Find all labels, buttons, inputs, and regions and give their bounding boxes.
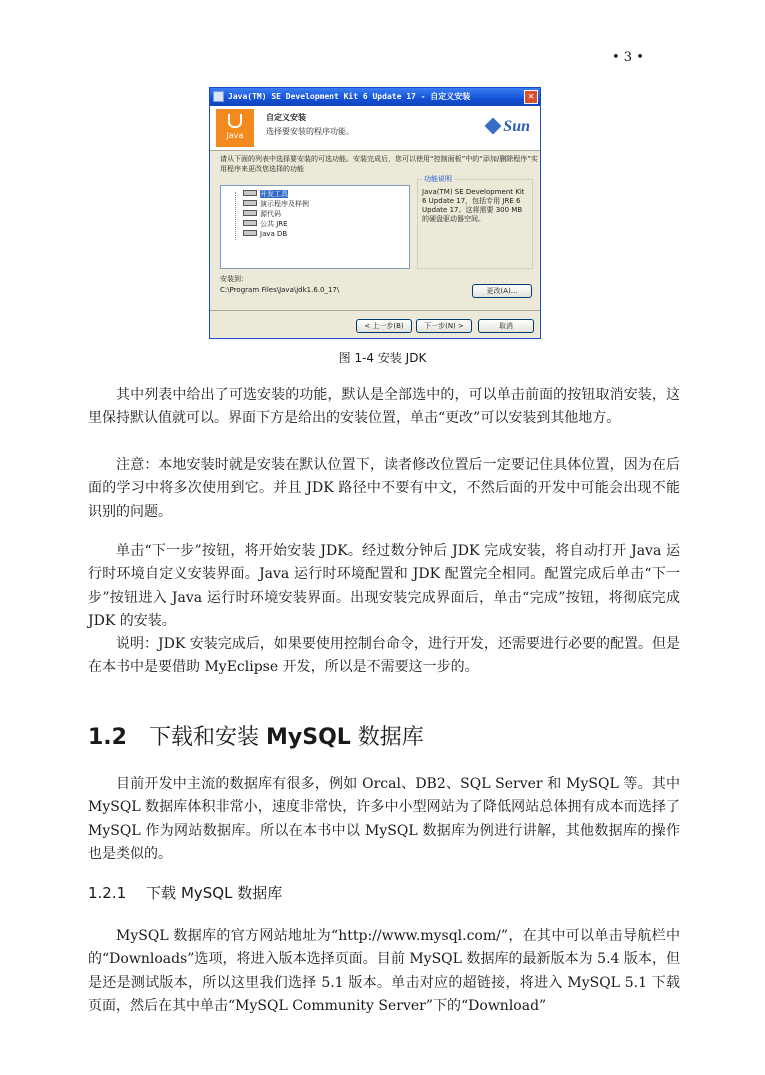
feature-description: Java(TM) SE Development Kit 6 Update 17，包括专用 JRE 6 Update 17。这将需要 300 MB 的硬盘驱动器空间。 xyxy=(422,188,525,223)
sun-logo-text: Sun xyxy=(503,118,530,135)
subsection-heading xyxy=(88,882,282,903)
back-button[interactable]: < 上一步(B) xyxy=(356,319,412,333)
tree-item-dev-tools[interactable]: 开发工具 xyxy=(243,190,288,199)
install-path: C:\Program Files\Java\jdk1.6.0_17\ xyxy=(220,286,340,294)
dialog-titlebar xyxy=(210,88,540,106)
section-title-pre: 下载和安装 xyxy=(148,725,266,750)
dialog-banner xyxy=(210,106,540,151)
paragraph-options: 其中列表中给出了可选安装的功能，默认是全部选中的，可以单击前面的按钮取消安装，这里保持默认值就可以。界面下方是给出的安装位置，单击“更改”可以安装到其他地方。 xyxy=(88,387,680,427)
paragraph-download: MySQL 数据库的官方网站地址为“http://www.mysql.com/”，在其中可以单击导航栏中的“Downloads”选项，将进入版本选择页面。目前 MySQL 数据库的最新版本为 5.4 版本，但是还是测试版本，所以这里我们选择 5.1 版本。单击对应的超链接，将进入 MySQL 5.1 下载页面，然后在其中单击“MySQL Community Server”下的“Download” xyxy=(88,928,680,1014)
java-logo-icon xyxy=(216,109,254,147)
java-logo-text: Java xyxy=(226,131,244,140)
paragraph-note: 注意：本地安装时就是安装在默认位置下，读者修改位置后一定要记住具体位置，因为在后面的学习中将多次使用到它。并且 JDK 路径中不要有中文，不然后面的开发中可能会出现不能识别的问题。 xyxy=(88,457,680,520)
drive-icon[interactable] xyxy=(243,190,257,196)
feature-legend: 功能说明 xyxy=(424,175,452,183)
change-button[interactable]: 更改(A)... xyxy=(472,284,532,298)
sun-diamond-icon xyxy=(485,118,502,135)
instruction-text: 请从下面的列表中选择要安装的可选功能。安装完成后，您可以使用“控制面板”中的“添加/删除程序”实用程序来更改您选择的功能 xyxy=(220,155,538,173)
next-button[interactable]: 下一步(N) > xyxy=(416,319,472,333)
tree-item-demos[interactable]: 演示程序及样例 xyxy=(243,200,309,209)
paragraph-next-step: 单击“下一步”按钮，将开始安装 JDK。经过数分钟后 JDK 完成安装，将自动打开 Java 运行时环境自定义安装界面。Java 运行时环境配置和 JDK 配置完全相同。配置完成后单击“下一步”按钮进入 Java 运行时环境安装界面。出现安装完成界面后，单击“完成”按钮，将彻底完成 JDK 的安装。 xyxy=(88,543,680,629)
section-title-post: 数据库 xyxy=(350,725,424,750)
feature-tree[interactable] xyxy=(220,185,410,269)
drive-icon[interactable] xyxy=(243,210,257,216)
cancel-button[interactable]: 取消 xyxy=(478,319,534,333)
close-icon[interactable]: ✕ xyxy=(524,90,538,104)
drive-icon[interactable] xyxy=(243,220,257,226)
tree-item-source[interactable]: 源代码 xyxy=(243,210,281,219)
subsection-title: 下载 MySQL 数据库 xyxy=(146,884,283,902)
dialog-title: Java(TM) SE Development Kit 6 Update 17 - 自定义安装 xyxy=(228,92,471,101)
installer-app-icon xyxy=(213,91,224,102)
section-heading xyxy=(88,720,424,751)
paragraph-databases: 目前开发中主流的数据库有很多，例如 Orcal、DB2、SQL Server 和 MySQL 等。其中 MySQL 数据库体积非常小，速度非常快，许多中小型网站为了降低网站总体拥有成本而选择了 MySQL 作为网站数据库。所以在本书中以 MySQL 数据库为例进行讲解，其他数据库的操作也是类似的。 xyxy=(88,776,680,862)
jdk-installer-dialog xyxy=(209,87,541,339)
dialog-separator xyxy=(210,310,540,311)
sun-logo xyxy=(487,118,530,136)
drive-icon[interactable] xyxy=(243,230,257,236)
drive-icon[interactable] xyxy=(243,200,257,206)
page-number: • 3 • xyxy=(612,50,644,65)
figure-caption: 图 1-4 安装 JDK xyxy=(338,351,427,365)
tree-item-java-db[interactable]: Java DB xyxy=(243,230,287,239)
tree-item-public-jre[interactable]: 公共 JRE xyxy=(243,220,288,229)
banner-title: 自定义安装 xyxy=(266,113,306,122)
subsection-number: 1.2.1 xyxy=(88,884,127,902)
install-to-label: 安装到： xyxy=(220,275,248,283)
section-number: 1.2 xyxy=(88,725,127,750)
section-title-bold: MySQL xyxy=(265,725,351,750)
banner-subtitle: 选择要安装的程序功能。 xyxy=(266,127,354,136)
paragraph-explanation: 说明：JDK 安装完成后，如果要使用控制台命令，进行开发，还需要进行必要的配置。但是在本书中是要借助 MyEclipse 开发，所以是不需要这一步的。 xyxy=(88,636,680,676)
feature-description-group xyxy=(417,175,533,269)
